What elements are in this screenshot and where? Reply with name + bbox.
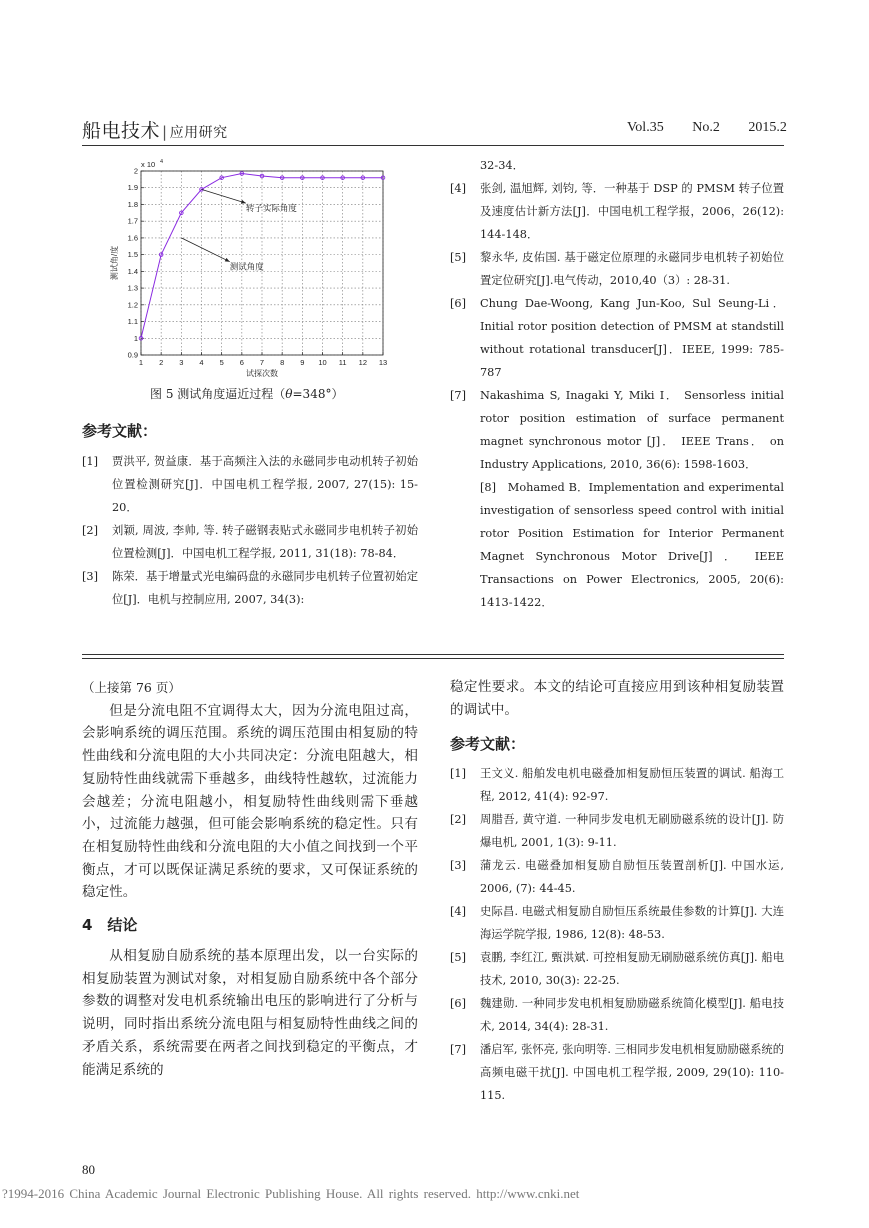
y-tick-label: 1.5 [127,250,138,260]
ref-text: 张剑, 温旭辉, 刘钧, 等．一种基于 DSP 的 PMSM 转子位置及速度估计新方法[J]．中国电机工程学报，2006，26(12): 144-148． [480,182,784,241]
ref-text: 蒲龙云. 电磁叠加相复励自励恒压装置剖析[J]. 中国水运, 2006, (7): 44-45. [480,859,784,896]
reference-item [450,946,784,992]
references-bottom [450,762,784,1107]
y-multiplier: x 10 [141,160,156,169]
ref-number: [3] [450,859,467,873]
ref-text: 王文义. 船舶发电机电磁叠加相复励恒压装置的调试. 船海工程, 2012, 41(4): 92-97. [480,767,784,804]
ref-number: [2] [82,524,99,537]
y-tick-label: 1.7 [127,216,138,226]
reference-item [450,246,784,292]
ref-text: 袁鹏, 李红江, 甄洪斌. 可控相复励无刷励磁系统仿真[J]. 船电技术, 2010, 30(3): 22-25. [480,951,784,988]
y-tick-label: 1.8 [127,199,138,209]
copyright-footer: ?1994-2016 China Academic Journal Electronic Publishing House. All rights reserved. http://www.cnki.net [2,1186,580,1201]
reference-item [82,450,418,519]
ref-8: [8] Mohamed B．Implementation and experimental investigation of sensorless speed control with initial rotor Position Estimation for Interior Permanent Magnet Synchronous Motor Drive[J] ． IEEE Transactions on Power Electronics, 2005, 20(6): 1413-1422． [480,481,784,609]
references-heading-top: 参考文献： [82,422,158,440]
ref-text: 潘启军, 张怀亮, 张向明等. 三相同步发电机相复励励磁系统的高频电磁干扰[J]. 中国电机工程学报, 2009, 29(10): 110-115. [480,1043,784,1103]
y-tick-label: 1.3 [127,283,138,293]
ref-text: 陈荣．基于增量式光电编码盘的永磁同步电机转子位置初始定位[J]．电机与控制应用, 2007, 34(3): [112,570,418,606]
y-tick-label: 0.9 [127,350,138,360]
y-tick-label: 1 [133,333,138,343]
x-tick-label: 4 [199,358,204,367]
annotation-label: 测试角度 [229,261,264,272]
reference-item [450,1038,784,1107]
x-tick-label: 12 [358,358,368,367]
references-top-right [450,154,784,614]
reference-item [450,854,784,900]
reference-item [450,177,784,246]
reference-item [450,992,784,1038]
x-tick-label: 7 [259,358,265,367]
ref-number: [3] [82,570,99,583]
ref-number: [6] [450,297,467,310]
header-rule [82,145,784,146]
reference-item [450,762,784,808]
ref-number: [5] [450,951,467,965]
x-tick-label: 3 [179,358,184,367]
conclusion-heading: 4 结论 [82,916,138,935]
paragraph-2: 从相复励自励系统的基本原理出发，以一台实际的相复励装置为测试对象，对相复励自励系统中各个部分参数的调整对发电机系统输出电压的影响进行了分析与说明，同时指出系统分流电阻与相复励特性曲线之间的矛盾关系，系统需要在两者之间找到稳定的平衡点，才能满足系统的 [82,948,418,1078]
annotation-arrow [202,189,246,203]
y-tick-label: 1.6 [127,233,138,243]
x-tick-label: 11 [338,358,347,367]
section-tag: 应用研究 [169,125,228,141]
volume-info: Vol.35 No.2 2015.2 [627,120,787,135]
annotation-label: 转子实际角度 [245,203,297,214]
y-tick-label: 1.2 [127,300,138,310]
annotation-arrow [181,238,229,262]
x-axis-label: 试探次数 [246,369,278,378]
ref-text: 贾洪平, 贺益康．基于高频注入法的永磁同步电动机转子初始位置检测研究[J]．中国电机工程学报, 2007, 27(15): 15-20． [112,455,418,514]
reference-item [450,808,784,854]
ref-text: 刘颖, 周波, 李帅, 等. 转子磁钢表贴式永磁同步电机转子初始位置检测[J]．中国电机工程学报, 2011, 31(18): 78-84． [112,524,418,560]
ref-text: 周腊吾, 黄守道. 一种同步发电机无刷励磁系统的设计[J]. 防爆电机, 2001, 1(3): 9-11. [480,813,784,850]
ref-text: Chung Dae-Woong, Kang Jun-Koo, Sul Seung-Li．Initial rotor position detection of PMSM at standstill without rotational transducer[J]．IEEE, 1999: 785-787 [480,297,784,379]
reference-item [82,565,418,611]
ref-number: [5] [450,251,467,264]
figure-caption: 图 5 测试角度逼近过程（θ=348°） [150,387,344,401]
ref-number: [1] [450,767,467,781]
x-tick-label: 5 [219,358,224,367]
ref-number: [6] [450,997,467,1011]
x-tick-label: 13 [378,358,388,367]
reference-item [450,292,784,384]
y-tick-label: 1.4 [127,266,138,276]
x-tick-label: 8 [280,358,285,367]
x-tick-label: 2 [159,358,164,367]
y-tick-label: 1.1 [127,317,138,327]
x-tick-label: 1 [138,358,144,367]
y-axis-label: 测试角/度 [110,245,119,281]
ref-number: [4] [450,182,467,195]
ref-text: 魏建勋. 一种同步发电机相复励励磁系统简化模型[J]. 船电技术, 2014, 34(4): 28-31. [480,997,784,1034]
paragraph-1: 但是分流电阻不宜调得太大，因为分流电阻过高，会影响系统的调压范围。系统的调压范围由相复励的特性曲线和分流电阻的大小共同决定：分流电阻越大，相复励特性曲线就需下垂越多，曲线特性越软，过流能力会越差；分流电阻越小，相复励特性曲线则需下垂越小，过流能力越强，但可能会影响系统的稳定性。只有在相复励特性曲线和分流电阻的大小值之间找到一个平衡点，才可以既保证满足系统的要求，又可保证系统的稳定性。 [82,702,418,901]
y-tick-label: 1.9 [127,183,138,193]
lower-right-column [450,676,784,1107]
reference-item [450,384,784,476]
reference-item [82,519,418,565]
ref-number: [2] [450,813,467,827]
ref-number: [1] [82,455,99,468]
page-number: 80 [82,1162,95,1177]
ref-text: 史际昌. 电磁式相复励自励恒压系统最佳参数的计算[J]. 大连海运学院学报, 1986, 12(8): 48-53. [480,905,784,942]
ref-text: 黎永华, 皮佑国. 基于磁定位原理的永磁同步电机转子初始位置定位研究[J].电气传动，2010,40（3）: 28-31. [480,251,784,287]
x-tick-label: 6 [239,358,244,367]
ref-continuation: 32-34． [480,159,524,172]
figure-5-chart [105,155,395,380]
y-multiplier-exponent: 4 [160,159,164,165]
ref-text: Nakashima S, Inagaki Y, Miki I． Sensorless initial rotor position estimation of surface permanent magnet synchronous motor [J]． IEEE Trans． on Industry Applications, 2010, 36(6): 1598-1603． [480,389,784,471]
lower-left-column [82,677,418,1081]
paragraph-right: 稳定性要求。本文的结论可直接应用到该种相复励装置的调试中。 [450,679,784,718]
x-tick-label: 10 [318,358,327,367]
y-tick-label: 2 [133,166,138,176]
ref-number: [4] [450,905,467,919]
reference-item [450,900,784,946]
continued-note: （上接第 76 页） [82,680,181,695]
section-divider [82,654,784,659]
ref-number: [7] [450,1043,467,1057]
x-tick-label: 9 [300,358,305,367]
references-heading-bottom: 参考文献： [450,735,526,754]
journal-title: 船电技术 | 应用研究 [82,120,228,142]
references-top-left [82,450,418,611]
ref-number: [7] [450,389,467,402]
